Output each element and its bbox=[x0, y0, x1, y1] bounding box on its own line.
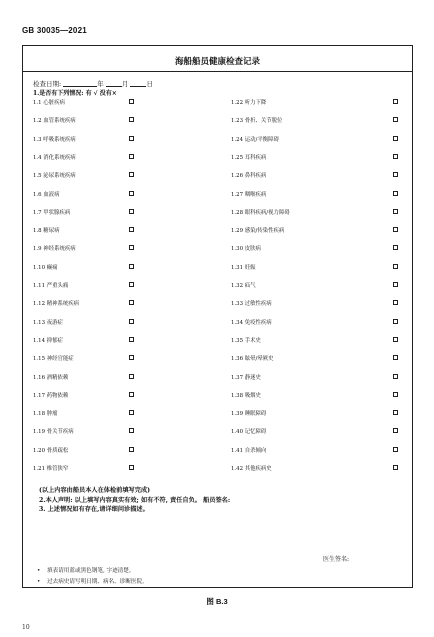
condition-label: 1.24 运动/平衡障碍 bbox=[231, 136, 279, 143]
condition-label: 1.12 精神系统疾病 bbox=[33, 301, 80, 308]
checklist-row bbox=[31, 318, 406, 328]
checklist-row bbox=[31, 373, 406, 383]
month-label: 月 bbox=[121, 80, 129, 88]
condition-checkbox[interactable] bbox=[393, 154, 398, 159]
health-check-form bbox=[22, 45, 413, 588]
condition-checkbox[interactable] bbox=[129, 245, 134, 250]
condition-checkbox[interactable] bbox=[129, 300, 134, 305]
checklist-row bbox=[31, 226, 406, 236]
day-label: 日 bbox=[146, 80, 153, 88]
checklist-row bbox=[31, 336, 406, 346]
condition-checkbox[interactable] bbox=[393, 99, 398, 104]
checklist-row bbox=[31, 354, 406, 364]
condition-checkbox[interactable] bbox=[129, 227, 134, 232]
condition-label: 1.16 酒精依赖 bbox=[33, 374, 69, 381]
declaration-block bbox=[39, 486, 409, 515]
condition-label: 1.10 癫痫 bbox=[33, 264, 58, 271]
condition-checkbox[interactable] bbox=[129, 374, 134, 379]
condition-label: 1.4 消化系统疾病 bbox=[33, 154, 76, 161]
condition-checkbox[interactable] bbox=[393, 282, 398, 287]
condition-label: 1.41 自杀倾向 bbox=[231, 447, 267, 454]
condition-label: 1.38 吸烟史 bbox=[231, 392, 261, 399]
condition-label: 1.6 血液病 bbox=[33, 191, 60, 198]
condition-checkbox[interactable] bbox=[129, 465, 134, 470]
bullet-icon: • bbox=[37, 568, 41, 574]
title-divider bbox=[23, 71, 412, 72]
condition-label: 1.22 听力下降 bbox=[231, 100, 267, 106]
condition-label: 1.32 疝气 bbox=[231, 283, 256, 289]
note-text: 过去病史请写明日期、病名、诊断医院。 bbox=[47, 579, 148, 585]
checklist-row bbox=[31, 98, 406, 108]
condition-label: 1.21 椎管狭窄 bbox=[33, 466, 69, 472]
condition-checkbox[interactable] bbox=[393, 319, 398, 324]
condition-checkbox[interactable] bbox=[129, 410, 134, 415]
condition-checkbox[interactable] bbox=[393, 410, 398, 415]
condition-checkbox[interactable] bbox=[129, 99, 134, 104]
condition-checkbox[interactable] bbox=[393, 447, 398, 452]
condition-label: 1.7 甲状腺疾病 bbox=[33, 209, 71, 216]
checklist-row bbox=[31, 299, 406, 309]
month-field[interactable] bbox=[106, 80, 122, 87]
checklist-row bbox=[31, 427, 406, 437]
note-item bbox=[37, 577, 148, 585]
year-field[interactable] bbox=[63, 80, 97, 87]
condition-checkbox[interactable] bbox=[129, 209, 134, 214]
condition-label: 1.19 骨关节疾病 bbox=[33, 429, 74, 436]
condition-checkbox[interactable] bbox=[129, 337, 134, 342]
condition-checkbox[interactable] bbox=[393, 337, 398, 342]
condition-checkbox[interactable] bbox=[129, 264, 134, 269]
condition-label: 1.25 耳科疾病 bbox=[231, 154, 267, 161]
exam-date-label: 检查日期: bbox=[33, 80, 62, 88]
form-title: 海船船员健康检查记录 bbox=[174, 57, 260, 67]
checklist-row bbox=[31, 464, 406, 474]
condition-checkbox[interactable] bbox=[129, 154, 134, 159]
condition-label: 1.37 静迷史 bbox=[231, 374, 261, 381]
condition-label: 1.34 免疫性疾病 bbox=[231, 319, 272, 326]
doctor-signature-label: 医生签名: bbox=[323, 556, 350, 563]
condition-checkbox[interactable] bbox=[129, 191, 134, 196]
condition-label: 1.28 眼科疾病/视力障碍 bbox=[231, 209, 290, 216]
condition-checkbox[interactable] bbox=[129, 319, 134, 324]
condition-label: 1.40 记忆障碍 bbox=[231, 429, 267, 436]
condition-checkbox[interactable] bbox=[129, 355, 134, 360]
bullet-icon: • bbox=[37, 579, 41, 585]
condition-label: 1.39 睡眠障碍 bbox=[231, 411, 267, 418]
condition-checkbox[interactable] bbox=[393, 209, 398, 214]
condition-checkbox[interactable] bbox=[393, 227, 398, 232]
declaration-note: (以上内容由船员本人在体检前填写完成) bbox=[39, 487, 151, 494]
condition-checkbox[interactable] bbox=[393, 355, 398, 360]
condition-label: 1.5 泌尿系统疾病 bbox=[33, 173, 76, 180]
condition-checkbox[interactable] bbox=[393, 374, 398, 379]
condition-label: 1.31 妊娠 bbox=[231, 264, 256, 271]
condition-label: 1.30 皮肤病 bbox=[231, 246, 261, 253]
condition-label: 1.29 感染/传染性疾病 bbox=[231, 228, 285, 235]
condition-checkbox[interactable] bbox=[129, 282, 134, 287]
condition-label: 1.17 药物依赖 bbox=[33, 392, 69, 399]
condition-checkbox[interactable] bbox=[393, 245, 398, 250]
condition-checkbox[interactable] bbox=[129, 172, 134, 177]
condition-checkbox[interactable] bbox=[129, 136, 134, 141]
checklist-row bbox=[31, 244, 406, 254]
condition-label: 1.1 心脏疾病 bbox=[33, 100, 65, 106]
declaration-instruction: 3. 上述情况如有存在,请详细问诊描述。 bbox=[39, 506, 149, 513]
year-label: 年 bbox=[97, 80, 104, 88]
figure-caption: 图 B.3 bbox=[206, 597, 228, 606]
checklist-row bbox=[31, 171, 406, 181]
condition-label: 1.20 骨质疏松 bbox=[33, 447, 69, 454]
checklist-row bbox=[31, 409, 406, 419]
note-text: 填表请用蓝或黑色钢笔, 字迹清楚。 bbox=[47, 568, 135, 574]
checklist-row bbox=[31, 190, 406, 200]
condition-label: 1.9 神经系统疾病 bbox=[33, 246, 76, 253]
standard-code: GB 30035—2021 bbox=[22, 26, 87, 35]
condition-label: 1.26 鼻科疾病 bbox=[231, 173, 267, 180]
condition-label: 1.27 咽喉疾病 bbox=[231, 191, 267, 198]
day-field[interactable] bbox=[130, 80, 146, 87]
condition-label: 1.2 血管系统疾病 bbox=[33, 118, 76, 125]
condition-label: 1.15 神经官能症 bbox=[33, 356, 74, 363]
condition-label: 1.33 过敏性疾病 bbox=[231, 301, 272, 308]
condition-label: 1.13 夜游症 bbox=[33, 319, 63, 326]
checklist-row bbox=[31, 116, 406, 126]
exam-date-row bbox=[33, 79, 153, 88]
condition-label: 1.42 其他疾病史 bbox=[231, 466, 272, 472]
condition-checkbox[interactable] bbox=[393, 264, 398, 269]
checklist-row bbox=[31, 391, 406, 401]
declaration-statement: 2.本人声明: 以上填写内容真实有效; 如有不符, 责任自负。 船员签名: bbox=[39, 496, 231, 504]
condition-checkbox[interactable] bbox=[129, 392, 134, 397]
condition-checkbox[interactable] bbox=[393, 392, 398, 397]
condition-label: 1.35 手术史 bbox=[231, 337, 261, 344]
condition-label: 1.14 抑郁症 bbox=[33, 337, 63, 344]
condition-label: 1.18 肿瘤 bbox=[33, 411, 58, 418]
condition-checkbox[interactable] bbox=[393, 465, 398, 470]
checklist-row bbox=[31, 446, 406, 456]
condition-label: 1.8 糖尿病 bbox=[33, 228, 60, 235]
condition-checkbox[interactable] bbox=[129, 447, 134, 452]
checklist-row bbox=[31, 263, 406, 273]
note-item bbox=[37, 566, 134, 574]
condition-label: 1.36 眩晕/晕厥史 bbox=[231, 356, 274, 363]
condition-label: 1.11 严重头痛 bbox=[33, 283, 69, 289]
condition-checkbox[interactable] bbox=[393, 136, 398, 141]
condition-checkbox[interactable] bbox=[129, 428, 134, 433]
checklist-row bbox=[31, 153, 406, 163]
checklist-row bbox=[31, 281, 406, 291]
condition-checkbox[interactable] bbox=[393, 191, 398, 196]
condition-checkbox[interactable] bbox=[393, 117, 398, 122]
checklist-row bbox=[31, 208, 406, 218]
condition-checkbox[interactable] bbox=[393, 428, 398, 433]
condition-label: 1.23 骨折、关节脱位 bbox=[231, 118, 283, 125]
condition-checkbox[interactable] bbox=[393, 172, 398, 177]
condition-question: 1.是否有下列情况: 有 √ 没有× bbox=[33, 90, 117, 97]
condition-checkbox[interactable] bbox=[129, 117, 134, 122]
checklist-row bbox=[31, 135, 406, 145]
page-number: 10 bbox=[22, 624, 30, 631]
condition-checkbox[interactable] bbox=[393, 300, 398, 305]
condition-label: 1.3 呼吸系统疾病 bbox=[33, 136, 76, 143]
